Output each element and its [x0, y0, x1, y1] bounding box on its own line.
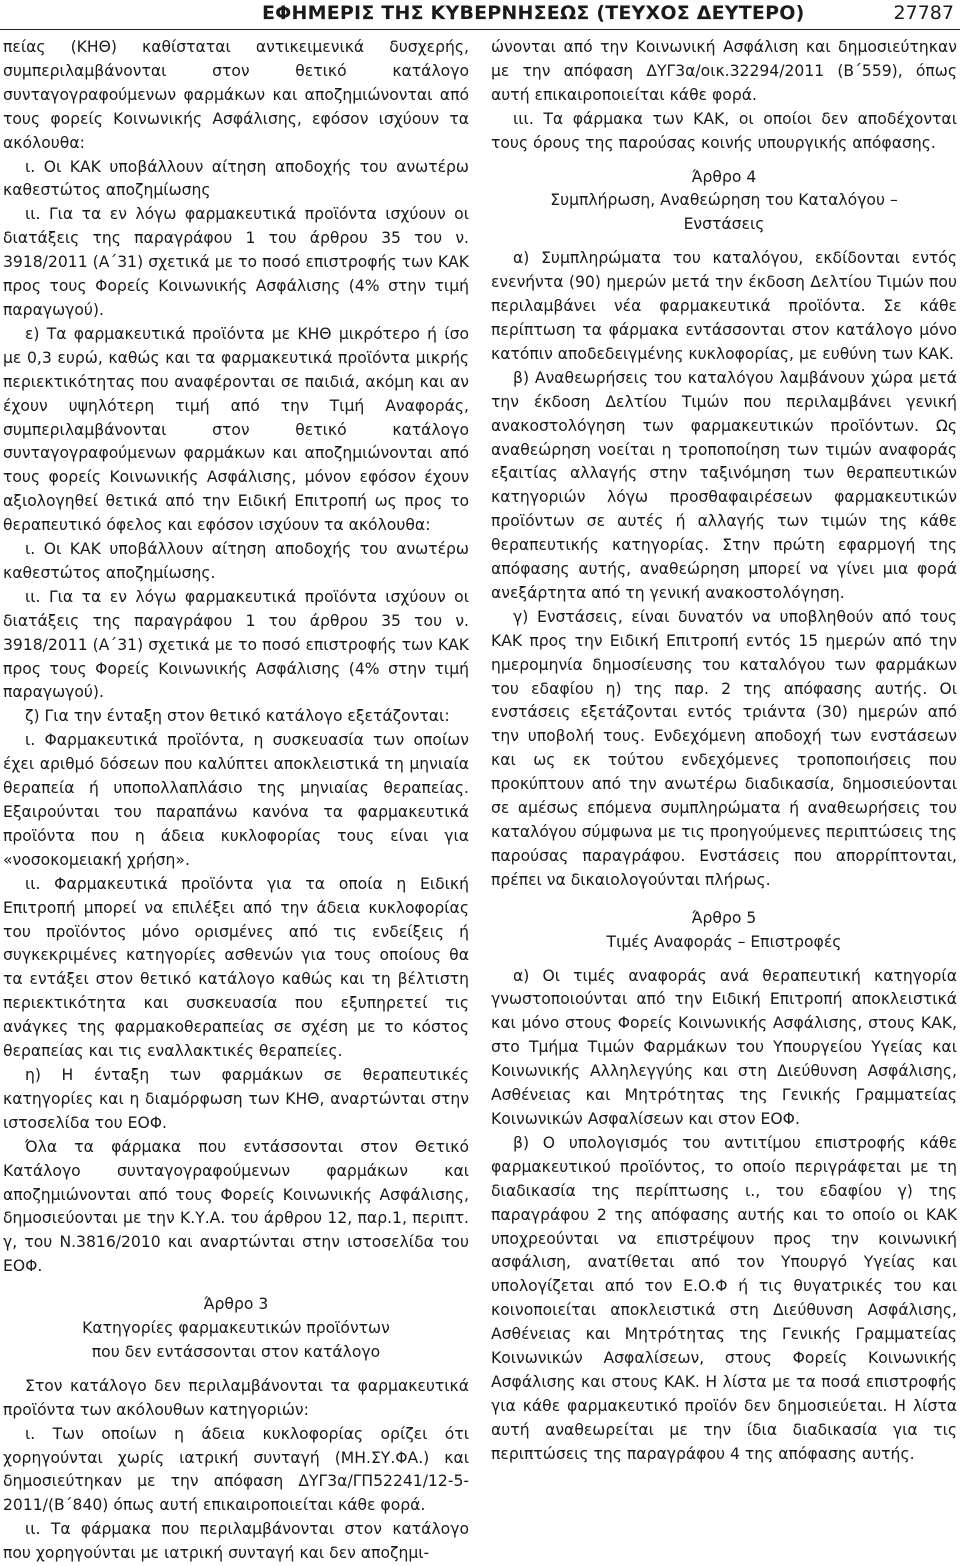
- page-header: [0, 0, 960, 34]
- paragraph: ζ) Για την ένταξη στον θετικό κατάλογο εξετάζονται:: [25, 707, 450, 726]
- paragraph: Στον κατάλογο δεν περιλαμβάνονται τα φαρμακευτικά προϊόντα των ακόλουθων κατηγοριών:: [3, 1376, 469, 1419]
- article-4-heading: [491, 166, 957, 238]
- gazette-title: ΕΦΗΜΕΡΙΣ ΤΗΣ ΚΥΒΕΡΝΗΣΕΩΣ (ΤΕΥΧΟΣ ΔΕΥΤΕΡΟ): [262, 2, 805, 24]
- paragraph: γ) Ενστάσεις, είναι δυνατόν να υποβληθούν από τους ΚΑΚ προς την Ειδική Επιτροπή εντός 15 ημερών από την ημερομηνία δημοσίευσης του καταλόγου των φαρμάκων του εδαφίου η) της παρ. 2 της απόφασης αυτής. Οι ενστάσεις εξετάζονται εντός τριάντα (30) ημερών από την υποβολή τους. Ενδεχόμενη αποδοχή των ενστάσεων και ως εκ τούτου ενδεχόμενες τροποποιήσεις που προκύπτουν από την ανωτέρω διαδικασία, δημοσιεύονται σε αμέσως επόμενα συμπληρώματα ή αναθεωρήσεις του καταλόγου σύμφωνα με τις προηγούμενες περιπτώσεις της παρούσας παραγράφου. Ενστάσεις που απορρίπτονται, πρέπει να δικαιολογούνται πλήρως.: [491, 607, 957, 889]
- paragraph: ιι. Για τα εν λόγω φαρμακευτικά προϊόντα ισχύουν οι διατάξεις της παραγράφου 1 του άρθρου 35 του ν. 3918/2011 (Α΄31) σχετικά με το ποσό επιστροφής των ΚΑΚ προς τους Φορείς Κοινωνικής Ασφάλισης (4% στην τιμή παραγωγού).: [3, 587, 469, 702]
- article-5-heading: [491, 907, 957, 955]
- article-number: Άρθρο 4: [691, 167, 757, 186]
- article-title: Κατηγορίες φαρμακευτικών προϊόντων: [82, 1319, 390, 1338]
- paragraph: ιιι. Τα φάρμακα των ΚΑΚ, οι οποίοι δεν αποδέχονται τους όρους της παρούσας κοινής υπουργικής απόφασης.: [491, 109, 957, 152]
- paragraph: η) Η ένταξη των φαρμάκων σε θεραπευτικές κατηγορίες και η διαμόρφωση των ΚΗΘ, αναρτώνται στην ιστοσελίδα του ΕΟΦ.: [3, 1065, 469, 1132]
- right-column: [491, 36, 957, 1463]
- paragraph: β) Αναθεωρήσεις του καταλόγου λαμβάνουν χώρα μετά την έκδοση Δελτίου Τιμών που περιλαμβάνει γενική ανακοστολόγηση των φαρμακευτικών προϊόντων. Ως αναθεώρηση νοείται η τροποποίηση των τιμών αναφοράς εξαιτίας αλλαγής στην ταξινόμηση των θεραπευτικών κατηγοριών λόγω προσθαφαιρέσεων φαρμακευτικών προϊόντων σε αυτές ή αλλαγής των τιμών της κάθε θεραπευτικής κατηγορίας. Στην πρώτη εφαρμογή της απόφασης αυτής, αναθεώρηση μπορεί να γίνει μια φορά ανεξάρτητα από τη γενική ανακοστολόγηση.: [491, 368, 957, 602]
- paragraph: ε) Τα φαρμακευτικά προϊόντα με ΚΗΘ μικρότερο ή ίσο με 0,3 ευρώ, καθώς και τα φαρμακευτικά προϊόντα μικρής περιεκτικότητας που αναφέρονται σε παιδιά, ακόμη και αν έχουν υψηλότερη τιμή από την Τιμή Αναφοράς, συμπεριλαμβάνονται στον θετικό κατάλογο συνταγογραφούμενων φαρμάκων και αποζημιώνονται από τους φορείς Κοινωνικής Ασφάλισης, μόνον εφόσον έχουν αξιολογηθεί θετικά από την Ειδική Επιτροπή ως προς το θεραπευτικό όφελος και εφόσον ισχύουν τα ακόλουθα:: [3, 324, 469, 535]
- article-title: Τιμές Αναφοράς – Επιστροφές: [606, 932, 842, 951]
- paragraph: ιι. Φαρμακευτικά προϊόντα για τα οποία η Ειδική Επιτροπή μπορεί να επιλέξει από την άδεια κυκλοφορίας του προϊόντος μόνο ορισμένες από τις ενδείξεις ή συγκεκριμένες κατηγορίες ασθενών για τους οποίους θα τα εντάξει στον θετικό κατάλογο καθώς και τη βέλτιστη περιεκτικότητα και συσκευασία που εξυπηρετεί τις ανάγκες της φαρμακοθεραπείας σε σχέση με το κόστος θεραπείας και τις εναλλακτικές θεραπείες.: [3, 874, 469, 1061]
- paragraph: β) Ο υπολογισμός του αντιτίμου επιστροφής κάθε φαρμακευτικού προϊόντος, το οποίο περιγράφεται με τη διαδικασία της περίπτωσης ι., του εδαφίου γ) της παραγράφου 2 της απόφασης αυτής και το οποίο οι ΚΑΚ υποχρεούνται να επιστρέψουν προς την κοινωνική ασφάλιση, ανατίθεται από τον Υπουργό Υγείας και υπολογίζεται από τον Ε.Ο.Φ ή τις θυγατρικές του και κοινοποιείται αποκλειστικά στη Διεύθυνση Ασφάλισης, Ασθένειας και Μητρότητας της Γενικής Γραμματείας Κοινωνικών Ασφαλίσεων, στους Φορείς Κοινωνικής Ασφάλισης και στους ΚΑΚ. Η λίστα με τα ποσά επιστροφής για κάθε φαρμακευτικό προϊόν δεν δημοσιεύεται. Η λίστα αυτή αναθεωρείται με την ίδια διαδικασία για τις περιπτώσεις της παραγράφου 4 της απόφασης αυτής.: [491, 1133, 957, 1463]
- paragraph: ι. Φαρμακευτικά προϊόντα, η συσκευασία των οποίων έχει αριθμό δόσεων που καλύπτει αποκλειστικά τη μηνιαία θεραπεία ή υποπολλαπλάσιο της μηνιαίας θεραπείας. Εξαιρούνται του παραπάνω κανόνα τα φαρμακευτικά προϊόντα που η άδεια κυκλοφορίας τους είναι για «νοσοκομειακή χρήση».: [3, 731, 469, 869]
- left-column: [3, 36, 469, 1563]
- paragraph: ι. Οι ΚΑΚ υποβάλλουν αίτηση αποδοχής του ανωτέρω καθεστώτος αποζημίωσης: [3, 157, 469, 200]
- article-number: Άρθρο 5: [691, 908, 757, 927]
- paragraph: ι. Των οποίων η άδεια κυκλοφορίας ορίζει ότι χορηγούνται χωρίς ιατρική συνταγή (ΜΗ.ΣΥ.ΦΑ.) και δημοσιεύτηκαν με την απόφαση ΔΥΓ3α/ΓΠ52241/12-5-2011/(Β΄840) όπως αυτή επικαιροποιείται κάθε φορά.: [3, 1424, 469, 1515]
- article-title: Συμπλήρωση, Αναθεώρηση του Καταλόγου –: [550, 191, 898, 210]
- paragraph: ιι. Για τα εν λόγω φαρμακευτικά προϊόντα ισχύουν οι διατάξεις της παραγράφου 1 του άρθρου 35 του ν. 3918/2011 (Α΄31) σχετικά με το ποσό επιστροφής των ΚΑΚ προς τους Φορείς Κοινωνικής Ασφάλισης (4% στην τιμή παραγωγού).: [3, 205, 469, 319]
- paragraph: πείας (ΚΗΘ) καθίσταται αντικειμενικά δυσχερής, συμπεριλαμβάνονται στον θετικό κατάλογο συνταγογραφούμενων φαρμάκων και αποζημιώνονται από τους φορείς Κοινωνικής Ασφάλισης, εφόσον ισχύουν τα ακόλουθα:: [3, 38, 469, 152]
- paragraph: ώνονται από την Κοινωνική Ασφάλιση και δημοσιεύτηκαν με την απόφαση ΔΥΓ3α/οικ.32294/2011 (Β΄559), όπως αυτή επικαιροποιείται κάθε φορά.: [491, 38, 957, 104]
- paragraph: Όλα τα φάρμακα που εντάσσονται στον Θετικό Κατάλογο συνταγογραφούμενων φαρμάκων και αποζημιώνονται από τους Φορείς Κοινωνικής Ασφάλισης, δημοσιεύονται με την Κ.Υ.Α. του άρθρου 12, παρ.1, περιπτ. γ, του Ν.3816/2010 και αναρτώνται στην ιστοσελίδα του ΕΟΦ.: [3, 1137, 469, 1276]
- article-title: που δεν εντάσσονται στον κατάλογο: [91, 1342, 381, 1361]
- article-title: Ενστάσεις: [683, 215, 765, 234]
- paragraph: ι. Οι ΚΑΚ υποβάλλουν αίτηση αποδοχής του ανωτέρω καθεστώτος αποζημίωσης.: [3, 540, 469, 582]
- article-3-heading: [3, 1293, 469, 1365]
- header-divider: [0, 29, 960, 30]
- page-number: 27787: [893, 2, 954, 24]
- paragraph: α) Οι τιμές αναφοράς ανά θεραπευτική κατηγορία γνωστοποιούνται από την Ειδική Επιτροπή αποκλειστικά και μόνο στους Φορείς Κοινωνικής Ασφάλισης, στους ΚΑΚ, στο Τμήμα Τιμών Φαρμάκων του Υπουργείου Υγείας και Κοινωνικής Αλληλεγγύης και στη Διεύθυνση Ασφάλισης, Ασθένειας και Μητρότητας της Γενικής Γραμματείας Κοινωνικών Ασφαλίσεων και στον ΕΟΦ.: [491, 966, 957, 1128]
- article-number: Άρθρο 3: [203, 1295, 269, 1314]
- paragraph: ιι. Τα φάρμακα που περιλαμβάνονται στον κατάλογο που χορηγούνται με ιατρική συνταγή και δεν αποζημι-: [3, 1520, 469, 1563]
- paragraph: α) Συμπληρώματα του καταλόγου, εκδίδονται εντός ενενήντα (90) ημερών μετά την έκδοση Δελτίου Τιμών που περιλαμβάνει νέα φαρμακευτικά προϊόντα. Σε κάθε περίπτωση τα φάρμακα εντάσσονται στον κατάλογο μόνο κατόπιν αποδεδειγμένης κυκλοφορίας, με ευθύνη των ΚΑΚ.: [491, 249, 957, 363]
